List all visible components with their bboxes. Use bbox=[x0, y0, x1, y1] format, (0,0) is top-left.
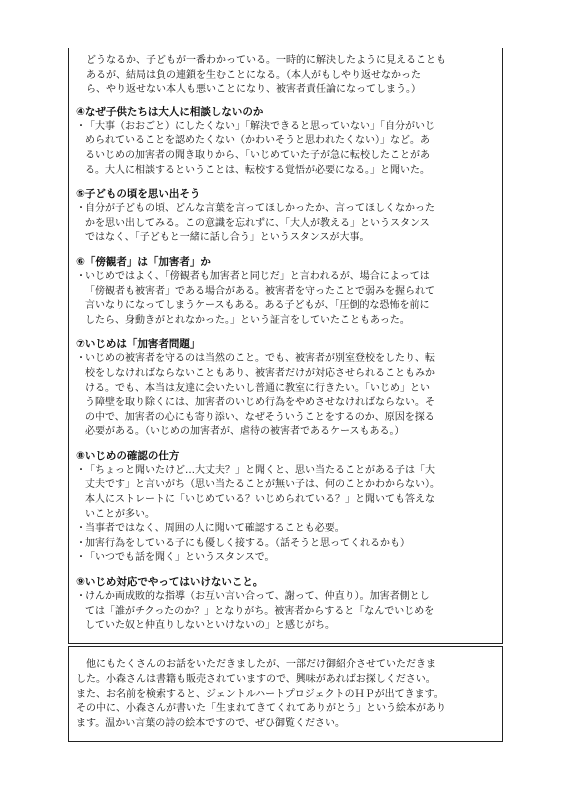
bullet-line bbox=[76, 411, 496, 426]
section bbox=[76, 449, 496, 566]
bullet-text: かを思い出してみる。この意識を忘れずに、「大人が教える」というスタンス bbox=[85, 217, 430, 229]
section bbox=[76, 105, 496, 178]
bullet-line bbox=[76, 164, 496, 179]
bullet-text: 本人にストレートに「いじめている？いじめられている？」と聞いても答えな bbox=[85, 494, 435, 506]
bullet-text: 必要がある。（いじめの加害者が、虐待の被害者であるケースもある。） bbox=[85, 426, 405, 438]
bullet-text: ては「誰がチクったのか？」となりがち。被害者からすると「なんでいじめを bbox=[85, 605, 435, 617]
bullet-text: いじめの被害者を守るのは当然のこと。でも、被害者が別室登校をしたり、転 bbox=[85, 353, 435, 365]
bullet-mark bbox=[76, 411, 85, 426]
bullet-mark bbox=[76, 314, 85, 329]
bullet-mark bbox=[76, 217, 85, 232]
bullet-mark bbox=[76, 605, 85, 620]
bullet-text: 校をしなければならないこともあり、被害者だけが対応させられることもみか bbox=[85, 367, 435, 379]
bullet-text: められていることを認めたくない（かわいそうと思われたくない）」など。あ bbox=[85, 135, 430, 147]
bullet-mark bbox=[76, 478, 85, 493]
bullet-text: 当事者ではなく、周囲の人に聞いて確認することも必要。 bbox=[85, 523, 345, 535]
bullet-item bbox=[76, 464, 496, 522]
bullet-line bbox=[76, 478, 496, 493]
bullet-item bbox=[76, 590, 496, 634]
bullet-mark: ・ bbox=[76, 270, 86, 282]
bullet-mark bbox=[76, 508, 85, 523]
paragraph-line: ら、やり返せない本人も悪いことになり、被害者責任論になってしまう。） bbox=[86, 84, 421, 96]
bullet-text: ける。でも、本当は友達に会いたいし普通に教室に行きたい。「いじめ」とい bbox=[85, 382, 430, 394]
bullet-line bbox=[76, 537, 496, 552]
bullet-line bbox=[76, 425, 496, 440]
section bbox=[76, 255, 496, 328]
bullet-line bbox=[76, 285, 496, 300]
bullet-line bbox=[76, 352, 496, 367]
bullet-text: いことが多い。 bbox=[85, 508, 155, 520]
bullet-mark bbox=[76, 231, 85, 246]
bullet-line bbox=[76, 149, 496, 164]
bullet-text: したら、身動きがとれなかった。」という証言をしていたこともあった。 bbox=[85, 314, 410, 326]
intro-paragraph bbox=[76, 54, 496, 98]
section bbox=[76, 575, 496, 634]
bullet-text: の中で、加害者の心にも寄り添い、なぜそういうことをするのか、原因を探る bbox=[85, 411, 435, 423]
bullet-line bbox=[76, 508, 496, 523]
bullet-mark bbox=[76, 164, 85, 179]
bullet-text: 「傍観者も被害者」である場合がある。被害者を守ったことで弱みを握られて bbox=[85, 285, 435, 297]
bullet-item bbox=[76, 270, 496, 328]
bullet-line bbox=[76, 270, 496, 285]
bullet-item bbox=[76, 551, 496, 566]
section-heading: ⑨いじめ対応でやってはいけないこと。 bbox=[76, 576, 264, 589]
bullet-mark: ・ bbox=[76, 203, 86, 215]
bullet-line bbox=[76, 551, 496, 566]
bullet-text: 加害行為をしている子にも優しく接する。（話そうと思ってくれるかも） bbox=[85, 537, 410, 549]
paragraph-line: あるが、結局は負の連鎖を生むことになる。（本人がもしやり返せなかった bbox=[86, 69, 421, 81]
paragraph-line: 他にもたくさんのお話をいただきましたが、一部だけ御紹介させていただきま bbox=[76, 659, 436, 670]
paragraph-line: どうなるか、子どもが一番わかっている。一時的に解決したように見えることも bbox=[86, 55, 446, 66]
bullet-line bbox=[76, 464, 496, 479]
section bbox=[76, 337, 496, 440]
paragraph-line: その中に、小森さんが書いた「生まれてきてくれてありがとう」という絵本があり bbox=[76, 703, 446, 715]
bullet-line bbox=[76, 590, 496, 605]
bullet-line bbox=[76, 202, 496, 217]
bullet-mark: ・ bbox=[76, 120, 86, 132]
section-heading: ⑥「傍観者」は「加害者」か bbox=[76, 255, 211, 268]
bullet-line bbox=[76, 382, 496, 397]
bullet-line bbox=[76, 396, 496, 411]
bullet-item bbox=[76, 202, 496, 246]
bullet-line bbox=[76, 493, 496, 508]
bullet-mark bbox=[76, 285, 85, 300]
bullet-text: していた奴と仲直りしないといけないの」と感じがち。 bbox=[85, 620, 335, 632]
closing-paragraph bbox=[76, 658, 496, 732]
bullet-item bbox=[76, 352, 496, 440]
bullet-line bbox=[76, 619, 496, 634]
bullet-text: 丈夫です」と言いがち（思い当たることが無い子は、何のことかわからない）。 bbox=[85, 479, 440, 491]
bullet-text: 「いつでも話を聞く」というスタンスで。 bbox=[85, 552, 275, 564]
notes-content bbox=[76, 54, 496, 634]
bullet-mark bbox=[76, 367, 85, 382]
bullet-line bbox=[76, 217, 496, 232]
bullet-text: ではなく、「子どもと一緒に話し合う」というスタンスが大事。 bbox=[85, 232, 370, 244]
bullet-mark bbox=[76, 619, 85, 634]
bullet-text: 言いなりになってしまうケースもある。ある子どもが、「圧倒的な恐怖を前に bbox=[85, 300, 430, 312]
bullet-mark bbox=[76, 149, 85, 164]
bullet-text: 自分が子どもの頃、どんな言葉を言ってほしかったか、言ってほしくなかった bbox=[85, 203, 435, 215]
bullet-line bbox=[76, 120, 496, 135]
bullet-item bbox=[76, 537, 496, 552]
bullet-line bbox=[76, 231, 496, 246]
bullet-mark: ・ bbox=[76, 552, 86, 564]
bullet-mark: ・ bbox=[76, 523, 86, 535]
bullet-mark bbox=[76, 382, 85, 397]
bullet-item bbox=[76, 120, 496, 178]
bullet-text: るいじめの加害者の聞き取りから、「いじめていた子が急に転校したことがあ bbox=[85, 149, 430, 161]
bullet-text: う障壁を取り除くには、加害者のいじめ行為をやめさせなければならない。そ bbox=[85, 397, 435, 409]
paragraph-line: また、お名前を検索すると、ジェントルハートプロジェクトのＨＰが出てきます。 bbox=[76, 688, 444, 700]
bullet-mark bbox=[76, 493, 85, 508]
bullet-line bbox=[76, 522, 496, 537]
section bbox=[76, 187, 496, 246]
bullet-line bbox=[76, 314, 496, 329]
bullet-mark bbox=[76, 396, 85, 411]
bullet-mark: ・ bbox=[76, 464, 86, 476]
paragraph-line: した。小森さんは書籍も販売されていますので、興味があればお探しください。 bbox=[76, 673, 436, 685]
bullet-text: る。大人に相談するということは、転校する覚悟が必要になる。」と聞いた。 bbox=[85, 164, 430, 176]
bullet-item bbox=[76, 522, 496, 537]
bullet-mark bbox=[76, 425, 85, 440]
bullet-mark: ・ bbox=[76, 353, 86, 365]
bullet-text: 「大事（おおごと）にしたくない」「解決できると思っていない」「自分がいじ bbox=[85, 120, 435, 132]
section-heading: ⑦いじめは「加害者問題」 bbox=[76, 338, 201, 351]
bullet-text: 「ちょっと聞いたけど…大丈夫？」と聞くと、思い当たることがある子は「大 bbox=[85, 464, 435, 476]
bullet-text: けんか両成敗的な指導（お互い言い合って、謝って、仲直り）。加害者側とし bbox=[85, 591, 430, 603]
paragraph-line: ます。温かい言葉の詩の絵本ですので、ぜひ御覧ください。 bbox=[76, 718, 345, 730]
bullet-line bbox=[76, 134, 496, 149]
bullet-mark bbox=[76, 299, 85, 314]
section-heading: ⑤子どもの頃を思い出そう bbox=[76, 188, 201, 201]
bullet-line bbox=[76, 299, 496, 314]
bullet-mark: ・ bbox=[76, 537, 86, 549]
bullet-mark: ・ bbox=[76, 591, 86, 603]
section-heading: ⑧いじめの確認の仕方 bbox=[76, 449, 180, 462]
section-heading: ④なぜ子供たちは大人に相談しないのか bbox=[76, 105, 264, 118]
bullet-line bbox=[76, 605, 496, 620]
bullet-text: いじめではよく、「傍観者も加害者と同じだ」と言われるが、場合によっては bbox=[85, 270, 430, 282]
bullet-line bbox=[76, 367, 496, 382]
bullet-mark bbox=[76, 134, 85, 149]
